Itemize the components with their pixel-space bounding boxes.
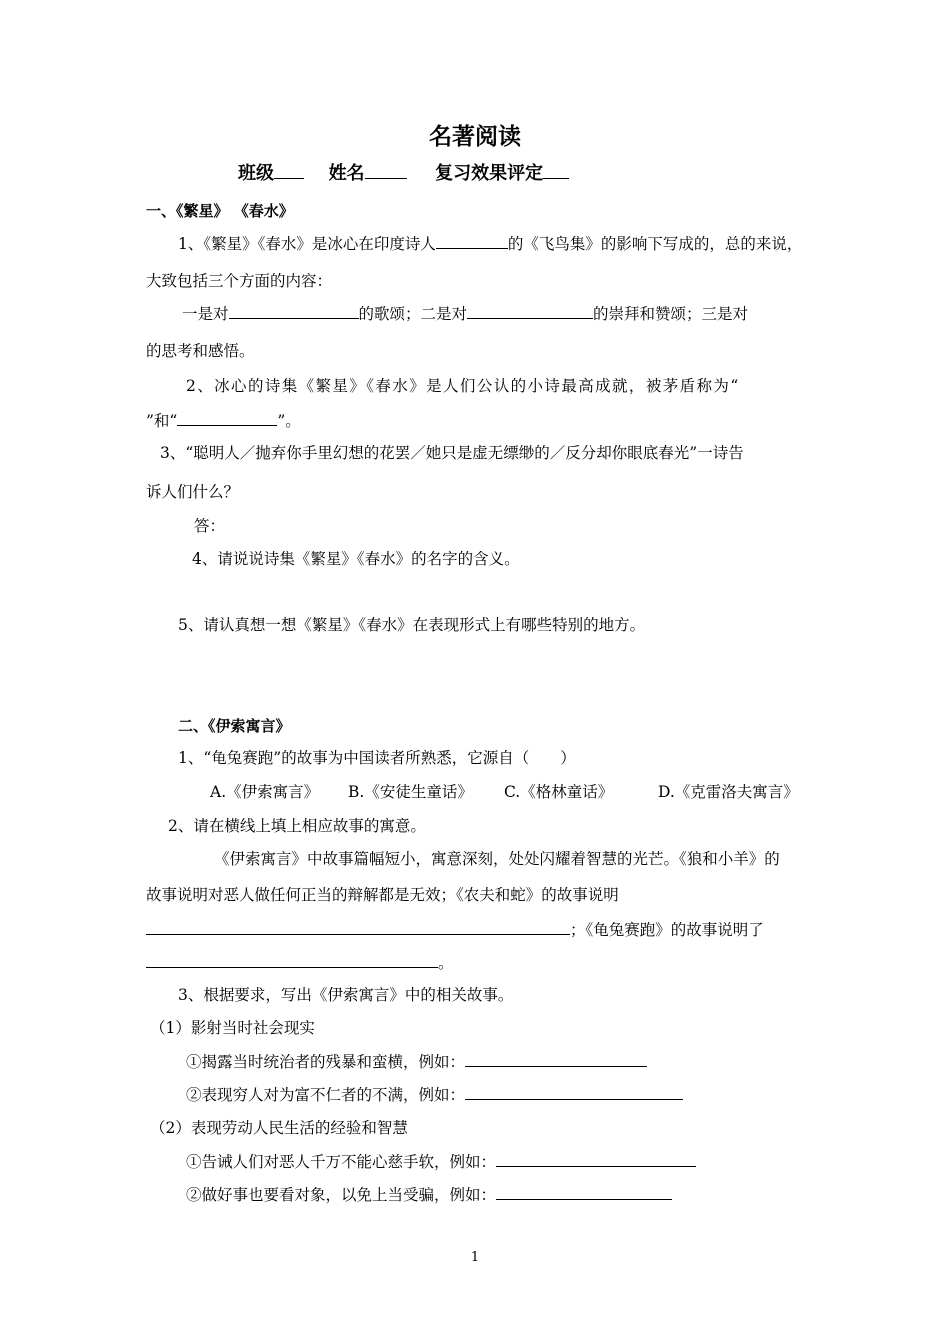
- s1-q1-text-b: 的《飞鸟集》的影响下写成的，总的来说，: [507, 235, 803, 253]
- s2-g2-i1-blank[interactable]: [496, 1150, 696, 1167]
- s2-q3-g2-item1: [186, 1150, 696, 1173]
- s1-q1-blank-poet[interactable]: [436, 232, 508, 249]
- s1-q1-text-a: 1、《繁星》《春水》是冰心在印度诗人: [178, 235, 436, 253]
- s1-q3-answer-label: 答：: [194, 517, 226, 535]
- s1-q1-blank-2[interactable]: [467, 302, 593, 319]
- s2-q3-g1-item2: [186, 1083, 683, 1106]
- s1-q2-blank[interactable]: [177, 409, 277, 426]
- s1-q2-text-b2: ”。: [277, 412, 301, 430]
- s2-q2: 2、请在横线上填上相应故事的寓意。: [168, 817, 426, 835]
- s1-q1-line2: 大致包括三个方面的内容：: [146, 272, 333, 290]
- s1-q1-text-d1: 一是对: [182, 305, 229, 323]
- s2-q1-option-b[interactable]: B.《安徒生童话》: [348, 783, 473, 801]
- s2-g1-i1-text: ①揭露当时统治者的残暴和蛮横，例如：: [186, 1053, 466, 1071]
- s1-q1-blank-1[interactable]: [229, 302, 359, 319]
- s2-g2-i2-blank[interactable]: [496, 1183, 672, 1200]
- s1-q3-line1: 3、“聪明人／抛弃你手里幻想的花罢／她只是虚无缥缈的／反分却你眼底春光”一诗告: [160, 444, 744, 462]
- s2-q2-para-line2: 故事说明对恶人做任何正当的辩解都是无效；《农夫和蛇》的故事说明: [146, 886, 619, 904]
- s2-g2-i1-text: ①告诫人们对恶人千万不能心慈手软，例如：: [186, 1153, 497, 1171]
- section2-heading: 二、《伊索寓言》: [178, 717, 291, 735]
- s2-q1-option-c[interactable]: C.《格林童话》: [504, 783, 614, 801]
- s2-q2-blank-farmer-snake[interactable]: [146, 918, 570, 935]
- s2-q2-text-p3: ；《龟兔赛跑》的故事说明了: [570, 921, 764, 939]
- eval-blank[interactable]: [543, 162, 569, 179]
- s1-q1-text-d3: 的崇拜和赞颂；三是对: [593, 305, 749, 323]
- s2-g2-i2-text: ②做好事也要看对象，以免上当受骗，例如：: [186, 1186, 497, 1204]
- s2-q1-option-a[interactable]: A.《伊索寓言》: [210, 783, 320, 801]
- page-title: 名著阅读: [429, 124, 521, 150]
- class-label: 班级: [238, 163, 274, 184]
- s2-q3: 3、根据要求，写出《伊索寓言》中的相关故事。: [178, 986, 514, 1004]
- page-number: 1: [470, 1250, 480, 1265]
- s2-g1-i2-text: ②表现穷人对为富不仁者的不满，例如：: [186, 1086, 466, 1104]
- header-fields: [238, 162, 569, 186]
- s2-q2-para-line1: 《伊索寓言》中故事篇幅短小，寓意深刻，处处闪耀着智慧的光芒。《狼和小羊》的: [214, 850, 780, 868]
- s1-q3-line2: 诉人们什么？: [146, 483, 240, 501]
- name-label: 姓名: [328, 163, 365, 184]
- s2-q2-text-p4: 。: [438, 954, 454, 972]
- s2-q1: 1、“龟兔赛跑”的故事为中国读者所熟悉，它源自（ ）: [178, 749, 576, 767]
- s2-q2-para-line3: [146, 918, 764, 941]
- s2-g1-i2-blank[interactable]: [465, 1083, 683, 1100]
- s1-q1-text-d2: 的歌颂；二是对: [358, 305, 468, 323]
- s1-q2-line1: 2、冰心的诗集《繁星》《春水》是人们公认的小诗最高成就，被茅盾称为“: [186, 377, 740, 395]
- s1-q2-line2: [146, 409, 301, 432]
- s2-q3-g1-item1: [186, 1050, 647, 1073]
- s2-q3-group1: （1）影射当时社会现实: [150, 1019, 315, 1037]
- s2-q2-blank-tortoise-hare[interactable]: [146, 951, 438, 968]
- s1-q2-text-b1: ”和“: [146, 412, 178, 430]
- s1-q5: 5、请认真想一想《繁星》《春水》在表现形式上有哪些特别的地方。: [178, 616, 646, 634]
- name-blank[interactable]: [365, 162, 407, 179]
- s1-q1-line3: [182, 302, 748, 325]
- s2-q2-para-line4: [146, 951, 454, 974]
- s1-q1-line4: 的思考和感悟。: [146, 342, 255, 360]
- s2-q3-g2-item2: [186, 1183, 672, 1206]
- s2-q3-group2: （2）表现劳动人民生活的经验和智慧: [150, 1119, 408, 1137]
- s1-q4: 4、请说说诗集《繁星》《春水》的名字的含义。: [192, 550, 520, 568]
- eval-label: 复习效果评定: [435, 163, 544, 184]
- section1-heading: 一、《繁星》 《春水》: [146, 202, 294, 220]
- s2-q1-option-d[interactable]: D.《克雷洛夫寓言》: [658, 783, 799, 801]
- s2-g1-i1-blank[interactable]: [465, 1050, 647, 1067]
- class-blank[interactable]: [274, 162, 304, 179]
- s1-q1-line1: [178, 232, 802, 255]
